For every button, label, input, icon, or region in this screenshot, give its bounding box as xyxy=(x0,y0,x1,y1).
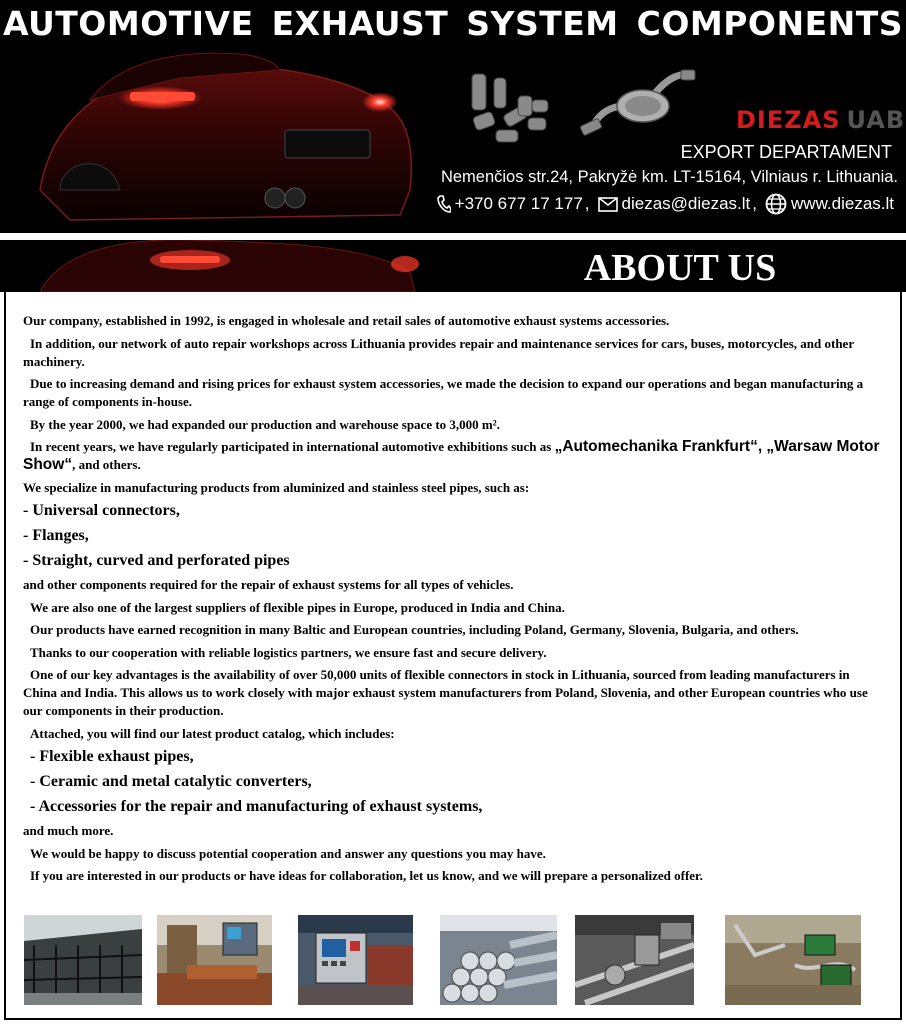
workshop-photo xyxy=(725,915,861,1005)
phone-icon xyxy=(437,195,451,213)
paragraph: and much more. xyxy=(23,823,114,838)
website-contact[interactable] xyxy=(765,193,894,215)
steel-pipes-photo xyxy=(440,915,557,1005)
paragraph: By the year 2000, we had expanded our production and warehouse space to 3,000 m². xyxy=(30,416,500,432)
phone-contact[interactable] xyxy=(437,194,583,214)
paragraph: Due to increasing demand and rising prices for exhaust system accessories, we made the decision to expand our operations and began manufacturing a range of components in-house. xyxy=(23,376,864,409)
phone-number: +370 677 17 177 xyxy=(454,194,583,213)
list-item: - Universal connectors, xyxy=(23,502,180,519)
mail-icon xyxy=(598,197,618,212)
exhibitions-paragraph: In recent years, we have regularly participated in international automotive exhibitions such as „Automechanika Frankfurt“, „Warsaw Motor Show“, and others. xyxy=(23,438,880,473)
paragraph: One of our key advantages is the availability of over 50,000 units of flexible connectors in stock in Lithuania, sourced from leading manufacturers in China and India. This allows us to work closely with major exhaust system manufacturers from Poland, Slovenia, and other European countries who use our components in their production. xyxy=(23,667,868,718)
content-panel xyxy=(4,292,902,1020)
exhibition-names: „Automechanika Frankfurt“, „Warsaw Motor Show“ xyxy=(23,438,880,473)
header-banner xyxy=(0,0,906,233)
list-item: - Flexible exhaust pipes, xyxy=(30,748,194,765)
company-logo: DIEZAS UAB xyxy=(736,106,906,134)
paragraph: and other components required for the repair of exhaust systems for all types of vehicles. xyxy=(23,577,514,592)
catalytic-converter-image xyxy=(573,66,698,148)
warehouse-photo xyxy=(24,915,142,1005)
cnc-control-photo xyxy=(298,915,413,1005)
globe-icon xyxy=(765,193,787,215)
list-item: - Ceramic and metal catalytic converters, xyxy=(30,773,312,790)
paragraph: If you are interested in our products or have ideas for collaboration, let us know, and we will prepare a personalized offer. xyxy=(30,868,703,883)
department-label: EXPORT DEPARTAMENT xyxy=(680,142,892,162)
about-banner xyxy=(0,240,906,292)
paragraph: We would be happy to discuss potential cooperation and answer any questions you may have. xyxy=(30,845,546,861)
sports-car-image xyxy=(30,40,420,230)
intro-paragraph: Our company, established in 1992, is engaged in wholesale and retail sales of automotive exhaust systems accessories. xyxy=(23,313,670,328)
email-address: diezas@diezas.lt xyxy=(621,194,751,213)
sports-car-rear-image xyxy=(30,240,420,292)
paragraph: In addition, our network of auto repair workshops across Lithuania provides repair and maintenance services for cars, buses, motorcycles, and other machinery. xyxy=(23,335,854,369)
paragraph: We are also one of the largest suppliers of flexible pipes in Europe, produced in India and China. xyxy=(30,599,565,615)
list-item: - Accessories for the repair and manufacturing of exhaust systems, xyxy=(30,798,483,815)
list-item: - Flanges, xyxy=(23,527,89,544)
about-text xyxy=(23,312,885,890)
paragraph: Thanks to our cooperation with reliable logistics partners, we ensure fast and secure delivery. xyxy=(30,644,547,660)
list-item: - Straight, curved and perforated pipes xyxy=(23,552,290,569)
machine-photo xyxy=(157,915,272,1005)
page-title: AUTOMOTIVE EXHAUST SYSTEM COMPONENTS xyxy=(2,4,904,43)
production-line-photo xyxy=(575,915,694,1005)
paragraph: We specialize in manufacturing products from aluminized and stainless steel pipes, such as: xyxy=(23,479,530,495)
section-title: ABOUT US xyxy=(583,247,777,289)
email-contact[interactable] xyxy=(598,194,751,214)
flex-pipes-image xyxy=(466,70,554,152)
paragraph: Our products have earned recognition in many Baltic and European countries, including Poland, Germany, Slovenia, Bulgaria, and others. xyxy=(30,622,799,637)
contact-bar: +370 677 17 177 , diezas@diezas.lt , www.diezas.lt xyxy=(437,193,894,215)
website-url: www.diezas.lt xyxy=(791,194,894,213)
paragraph: Attached, you will find our latest product catalog, which includes: xyxy=(30,725,395,741)
company-address: Nemenčios str.24, Pakryžė km. LT-15164, Vilniaus r. Lithuania. xyxy=(440,168,898,186)
